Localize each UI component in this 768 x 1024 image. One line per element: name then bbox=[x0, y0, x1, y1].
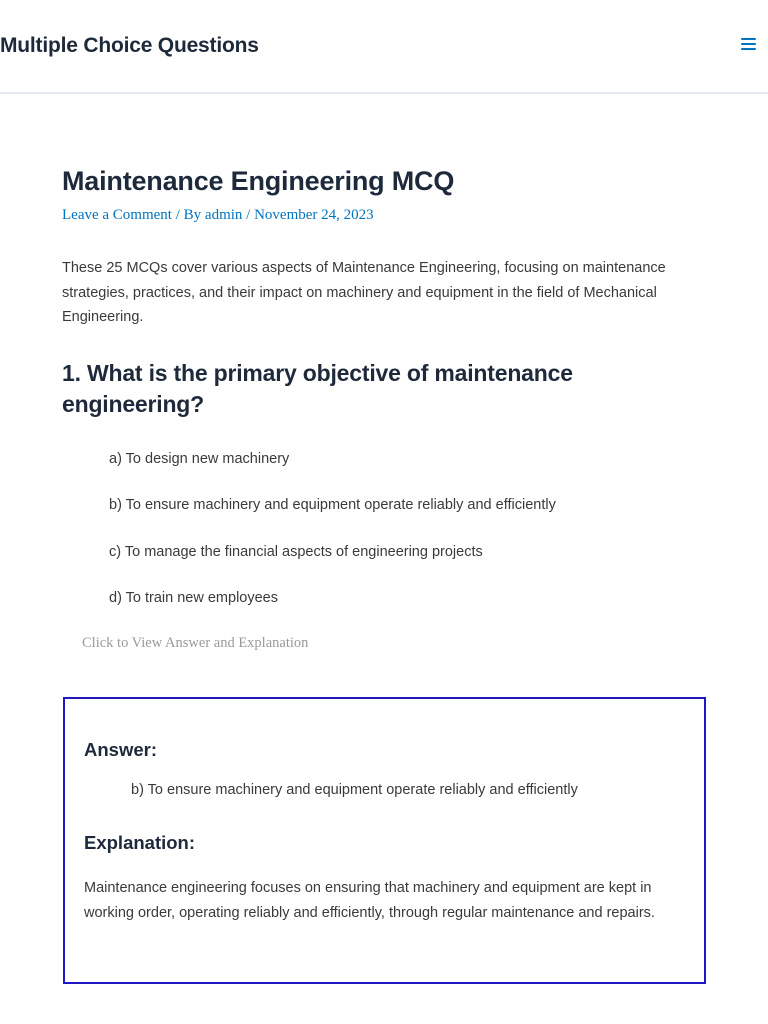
menu-bar bbox=[741, 48, 756, 50]
option-b: b) To ensure machinery and equipment operate reliably and efficiently bbox=[109, 497, 556, 513]
meta-separator: / By bbox=[171, 207, 205, 223]
option-c: c) To manage the financial aspects of engineering projects bbox=[109, 543, 483, 560]
explanation-heading: Explanation: bbox=[84, 832, 196, 853]
site-header bbox=[0, 0, 768, 94]
answer-heading: Answer: bbox=[84, 739, 157, 760]
hamburger-menu-icon[interactable] bbox=[741, 38, 756, 52]
post-meta bbox=[62, 207, 706, 224]
site-title-link[interactable]: Multiple Choice Questions bbox=[0, 34, 259, 57]
meta-separator: / bbox=[242, 207, 255, 223]
option-d: d) To train new employees bbox=[109, 590, 278, 606]
menu-bar bbox=[741, 38, 756, 40]
answer-box bbox=[63, 697, 706, 984]
author-link[interactable]: admin bbox=[204, 207, 243, 223]
answer-text: b) To ensure machinery and equipment operate reliably and efficiently bbox=[131, 782, 578, 798]
view-answer-toggle[interactable]: Click to View Answer and Explanation bbox=[82, 634, 309, 651]
explanation-text: Maintenance engineering focuses on ensuring that machinery and equipment are kept in working order, operating reliably and efficiently, through regular maintenance and repairs. bbox=[84, 880, 655, 921]
leave-comment-link[interactable]: Leave a Comment bbox=[62, 207, 172, 223]
page-title: Maintenance Engineering MCQ bbox=[62, 166, 455, 196]
intro-paragraph: These 25 MCQs cover various aspects of Maintenance Engineering, focusing on maintenance strategies, practices, and their impact on machinery and equipment in the field of Mechanical Engineering. bbox=[62, 260, 666, 325]
options-list bbox=[62, 449, 706, 609]
option-a: a) To design new machinery bbox=[109, 450, 290, 467]
date-link[interactable]: November 24, 2023 bbox=[254, 207, 374, 223]
question-heading: 1. What is the primary objective of maintenance engineering? bbox=[62, 359, 573, 417]
menu-bar bbox=[741, 43, 756, 45]
article-content bbox=[62, 94, 706, 921]
